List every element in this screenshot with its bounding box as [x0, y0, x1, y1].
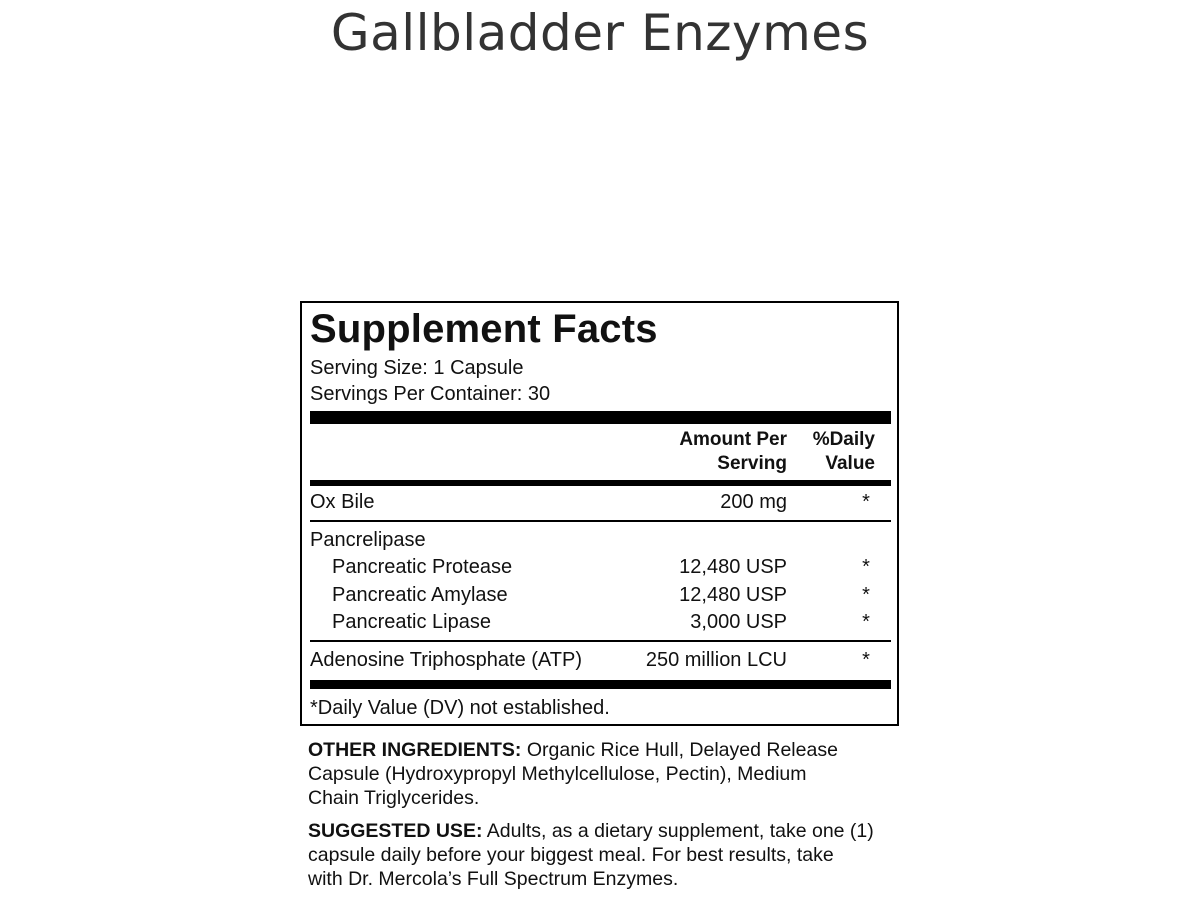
- page-title: Gallbladder Enzymes: [330, 4, 870, 62]
- suggested-use: [308, 819, 908, 891]
- servings-per-container: Servings Per Container: 30: [310, 383, 551, 405]
- header-dv-line2: Value: [825, 453, 875, 474]
- row-amount: 200 mg: [720, 491, 787, 513]
- other-ingredients: [308, 738, 908, 810]
- thick-divider-top: [310, 411, 891, 424]
- row-daily-value: *: [862, 649, 870, 671]
- row-divider: [310, 640, 891, 642]
- header-divider: [310, 480, 891, 486]
- row-daily-value: *: [862, 611, 870, 633]
- header-amount-line2: Serving: [717, 453, 787, 474]
- row-daily-value: *: [862, 556, 870, 578]
- suggested-use-label: SUGGESTED USE:: [308, 820, 483, 842]
- row-daily-value: *: [862, 491, 870, 513]
- other-ingredients-line1: Organic Rice Hull, Delayed Release: [521, 739, 838, 761]
- row-amount: 250 million LCU: [645, 649, 787, 671]
- suggested-use-line1: Adults, as a dietary supplement, take one (1): [482, 820, 874, 842]
- row-amount: 3,000 USP: [690, 611, 787, 633]
- thick-divider-bottom: [310, 680, 891, 689]
- facts-title: Supplement Facts: [310, 307, 658, 351]
- other-ingredients-label: OTHER INGREDIENTS:: [308, 739, 522, 761]
- row-name: Pancrelipase: [310, 529, 426, 551]
- row-divider: [310, 520, 891, 522]
- row-daily-value: *: [862, 584, 870, 606]
- other-ingredients-line2: Capsule (Hydroxypropyl Methylcellulose, Pectin), Medium: [308, 763, 807, 785]
- header-dv-line1: %Daily: [812, 429, 875, 450]
- supplement-facts-panel: [300, 301, 899, 726]
- row-name: Pancreatic Protease: [332, 556, 513, 578]
- suggested-use-line2: capsule daily before your biggest meal. For best results, take: [308, 844, 834, 866]
- row-amount: 12,480 USP: [679, 584, 787, 606]
- header-amount-per-serving: [679, 428, 787, 476]
- row-name: Pancreatic Lipase: [332, 611, 491, 633]
- row-name: Pancreatic Amylase: [332, 584, 508, 606]
- header-daily-value: [813, 428, 875, 476]
- row-amount: 12,480 USP: [679, 556, 787, 578]
- header-amount-line1: Amount Per: [679, 429, 787, 450]
- row-name: Adenosine Triphosphate (ATP): [310, 649, 583, 671]
- row-name: Ox Bile: [310, 491, 375, 513]
- suggested-use-line3: with Dr. Mercola’s Full Spectrum Enzymes.: [308, 868, 679, 890]
- serving-size: Serving Size: 1 Capsule: [310, 357, 524, 379]
- daily-value-footnote: *Daily Value (DV) not established.: [310, 697, 610, 719]
- other-ingredients-line3: Chain Triglycerides.: [308, 787, 480, 809]
